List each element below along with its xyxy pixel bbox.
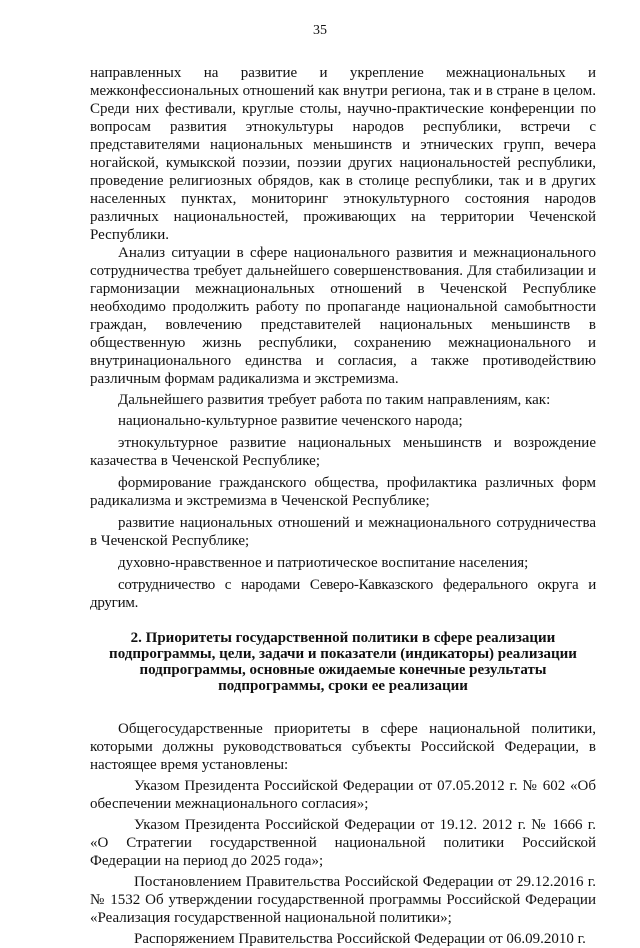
- list-item-direction: сотрудничество с народами Северо-Кавказского федерального округа и другим.: [90, 577, 596, 611]
- list-item-document: Указом Президента Российской Федерации от 19.12. 2012 г. № 1666 г. «О Стратегии государственной национальной политики Российской Федерации на период до 2025 года»;: [90, 817, 596, 869]
- list-item-document: Распоряжением Правительства Российской Федерации от 06.09.2010 г.: [134, 931, 586, 947]
- paragraph-priorities-intro: Общегосударственные приоритеты в сфере национальной политики, которыми должны руководствоваться субъекты Российской Федерации, в настоящее время установлены:: [90, 721, 596, 773]
- section-heading: 2. Приоритеты государственной политики в сфере реализации подпрограммы, цели, задачи и показатели (индикаторы) реализации подпрограммы, основные ожидаемые конечные результаты подпрограммы, сроки ее реализации: [109, 630, 577, 694]
- list-item-direction: этнокультурное развитие национальных меньшинств и возрождение казачества в Чеченской Республике;: [90, 435, 596, 469]
- list-item-direction: национально-культурное развитие чеченского народа;: [118, 413, 463, 429]
- page-content: [90, 64, 596, 948]
- list-item-document: Указом Президента Российской Федерации от 07.05.2012 г. № 602 «Об обеспечении межнационального согласия»;: [90, 778, 596, 812]
- list-item-direction: формирование гражданского общества, профилактика различных форм радикализма и экстремизма в Чеченской Республике;: [90, 475, 596, 509]
- paragraph-directions-intro: Дальнейшего развития требует работа по таким направлениям, как:: [118, 392, 551, 408]
- page-number: 35: [313, 23, 327, 38]
- paragraph-analysis: Анализ ситуации в сфере национального развития и межнационального сотрудничества требует дальнейшего совершенствования. Для стабилизации и гармонизации межнациональных отношений в Чеченской Республике необходимо продолжить работу по пропаганде национальной самобытности граждан, вовлечению представителей национальных меньшинств в общественную жизнь республики, сохранению межнационального и внутринационального единства и согласия, а также противодействию различным формам радикализма и экстремизма.: [90, 245, 596, 387]
- paragraph-events: направленных на развитие и укрепление межнациональных и межконфессиональных отношений как внутри региона, так и в стране в целом. Среди них фестивали, круглые столы, научно-практические конференции по вопросам развития этнокультуры народов республики, встречи с представителями национальных меньшинств и этнических групп, вечера ногайской, кумыкской поэзии, поэзии других национальностей республики, проведение религиозных обрядов, как в столице республики, так и в других населенных пунктах, мониторинг этнокультурного состояния народов различных национальностей, проживающих на территории Чеченской Республики.: [90, 65, 596, 243]
- list-item-direction: развитие национальных отношений и межнационального сотрудничества в Чеченской Республике;: [90, 515, 596, 549]
- list-item-document: Постановлением Правительства Российской Федерации от 29.12.2016 г. № 1532 Об утверждении государственной программы Российской Федерации «Реализация государственной национальной политики»;: [90, 874, 596, 926]
- list-item-direction: духовно-нравственное и патриотическое воспитание населения;: [118, 555, 529, 571]
